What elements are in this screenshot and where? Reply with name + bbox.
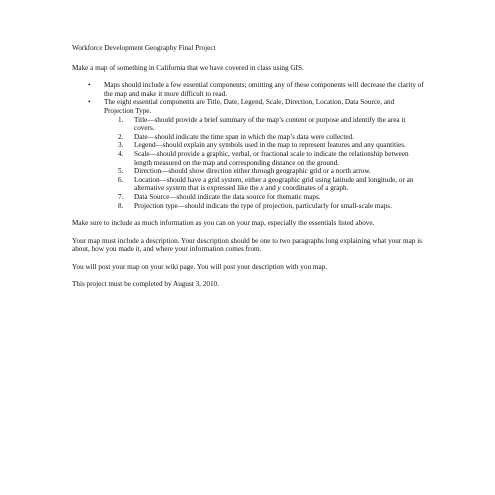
description-paragraph: Your map must include a description. Your description should be one to two paragraphs long explaining what your map is about, how you made it, and where your information comes from. (72, 236, 423, 254)
bullet-icon: • (88, 98, 91, 107)
bullet-text: Maps should include a few essential components; omitting any of these components will decrease the clarity of the map and make it more difficult to read. (104, 81, 424, 98)
component-item-date (104, 133, 424, 142)
component-text-before: Location—should have a grid system, either a geographic grid using latitude and longitude, or an alternative system that is expressed like the (134, 175, 414, 193)
component-text: Date—should indicate the time span in which the map’s data were collected. (134, 132, 354, 141)
component-number: 8. (118, 201, 124, 210)
component-item-direction (104, 167, 424, 176)
include-info-paragraph: Make sure to include as much information as you can on your map, especially the essentials listed above. (72, 219, 375, 228)
component-item-legend (104, 141, 424, 150)
bullet-text: The eight essential components are Title, Date, Legend, Scale, Direction, Location, Data Source, and Projection Type. (104, 98, 395, 115)
component-item-projection-type (104, 202, 424, 211)
component-number: 2. (118, 132, 124, 141)
document-title: Workforce Development Geography Final Project (72, 44, 216, 52)
component-number: 5. (118, 167, 124, 176)
intro-paragraph: Make a map of something in California that we have covered in class using GIS. (72, 63, 304, 72)
component-number: 6. (118, 175, 124, 184)
component-number: 3. (118, 141, 124, 150)
requirements-list (72, 81, 424, 210)
component-text-y: y (277, 184, 281, 193)
component-item-data-source (104, 193, 424, 202)
component-number: 1. (118, 115, 124, 124)
component-text (134, 176, 413, 193)
component-number: 4. (118, 149, 124, 158)
document-page (72, 44, 424, 298)
bullet-icon: • (88, 81, 91, 90)
component-text: Direction—should show direction either through geographic grid or a north arrow. (134, 167, 371, 176)
component-item-title (104, 116, 424, 133)
component-number: 7. (118, 192, 124, 201)
bullet-item (72, 81, 424, 98)
component-text: Legend—should explain any symbols used in the map to represent features and any quantities. (134, 141, 406, 150)
component-item-location (104, 176, 424, 193)
component-text: Projection type—should indicate the type of projection, particularly for small-scale maps. (134, 201, 392, 210)
component-text-x: x (260, 184, 264, 193)
deadline-paragraph: This project must be completed by August 3, 2010. (72, 280, 219, 289)
component-text-after: coordinates of a graph. (280, 184, 349, 193)
post-paragraph: You will post your map on your wiki page. You will post your description with you map. (72, 262, 328, 271)
component-text: Data Source—should indicate the data source for thematic maps. (134, 192, 321, 201)
components-list (104, 116, 424, 211)
component-item-scale (104, 150, 424, 167)
component-text-mid: and (263, 184, 278, 193)
component-text: Title—should provide a brief summary of the map’s content or purpose and identify the area it covers. (134, 115, 406, 133)
bullet-item (72, 98, 424, 210)
component-text: Scale—should provide a graphic, verbal, or fractional scale to indicate the relationship between length measured on the map and corresponding distance on the ground. (134, 149, 409, 167)
